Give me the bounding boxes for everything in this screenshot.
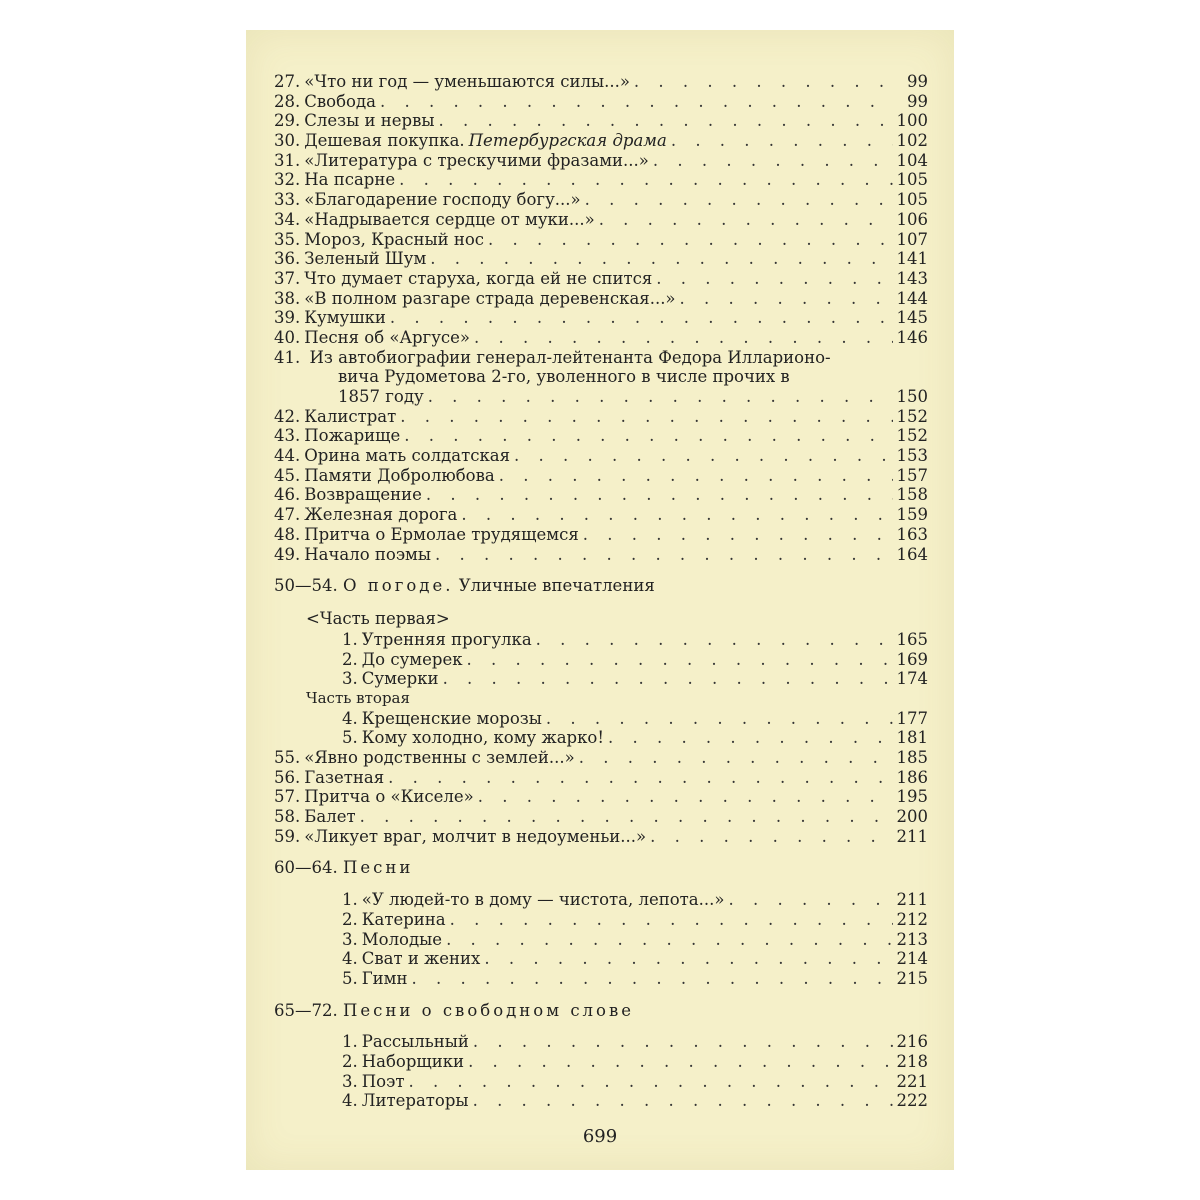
entry-title: Дешевая покупка. — [304, 131, 465, 151]
entry-number: 33. — [274, 190, 301, 210]
leader-dots — [412, 969, 893, 989]
entry-page: 99 — [907, 91, 928, 111]
entry-title: Рассыльный — [361, 1032, 469, 1052]
entry-page: 105 — [896, 170, 928, 190]
entry-number: 3. — [342, 1071, 358, 1091]
toc-entry — [274, 249, 928, 269]
table-of-contents — [274, 72, 928, 1111]
toc-entry — [274, 890, 928, 910]
entry-title: Пожарище — [304, 426, 401, 446]
toc-entry — [274, 190, 928, 210]
leader-dots — [435, 545, 892, 565]
entry-title: Кумушки — [304, 308, 386, 328]
entry-number: 2. — [342, 649, 358, 669]
entry-title: «У людей-то в дому — чистота, лепота...» — [361, 890, 725, 910]
entry-title-italic: Петербургская драма — [468, 131, 667, 151]
entry-number: 45. — [274, 465, 301, 485]
entry-number: 28. — [274, 91, 301, 111]
entry-number: 41. — [274, 347, 301, 367]
section-number: 60—64. — [274, 858, 338, 878]
leader-dots — [446, 930, 892, 950]
entry-page: 164 — [896, 544, 928, 564]
entry-page: 181 — [896, 728, 928, 748]
toc-entry — [274, 630, 928, 650]
entry-page: 158 — [896, 485, 928, 505]
section-65-items — [274, 1032, 928, 1111]
entry-page: 177 — [896, 708, 928, 728]
entry-page: 165 — [896, 629, 928, 649]
entry-number: 38. — [274, 288, 301, 308]
toc-group-c — [274, 748, 928, 846]
part1-items — [274, 630, 928, 689]
entry-title: Крещенские морозы — [361, 708, 542, 728]
entry-number: 37. — [274, 268, 301, 288]
entry-number: 42. — [274, 406, 301, 426]
entry-page: 216 — [896, 1032, 928, 1052]
toc-entry — [274, 1091, 928, 1111]
leader-dots — [579, 748, 893, 768]
entry-page: 212 — [896, 909, 928, 929]
leader-dots — [461, 505, 892, 525]
section-title: О погоде. — [343, 576, 454, 596]
entry-title: «Благодарение господу богу...» — [304, 190, 581, 210]
section-title: Песни — [343, 858, 414, 878]
entry-page: 213 — [896, 929, 928, 949]
entry-title: Молодые — [361, 929, 443, 949]
part-heading-2: Часть вторая — [306, 688, 410, 707]
toc-entry — [274, 949, 928, 969]
entry-number: 4. — [342, 1091, 358, 1111]
entry-number: 2. — [342, 909, 358, 929]
entry-page: 153 — [896, 446, 928, 466]
entry-number: 3. — [342, 669, 358, 689]
toc-entry — [274, 485, 928, 505]
entry-title: Утренняя прогулка — [361, 629, 532, 649]
entry-page: 150 — [896, 387, 928, 406]
entry-title: Что думает старуха, когда ей не спится — [304, 268, 653, 288]
toc-entry — [274, 709, 928, 729]
entry-number: 4. — [342, 708, 358, 728]
toc-entry — [274, 111, 928, 131]
entry-number: 39. — [274, 308, 301, 328]
section-number: 50—54. — [274, 576, 338, 596]
leader-dots — [399, 170, 892, 190]
entry-number: 27. — [274, 72, 301, 91]
entry-number: 43. — [274, 426, 301, 446]
toc-entry — [274, 131, 928, 151]
entry-title: Сумерки — [361, 669, 439, 689]
section-heading-65 — [274, 1001, 928, 1021]
leader-dots — [404, 426, 892, 446]
entry-title: Зеленый Шум — [304, 249, 427, 269]
section-60-items — [274, 890, 928, 988]
toc-entry — [274, 969, 928, 989]
entry-title: Калистрат — [304, 406, 397, 426]
toc-entry — [274, 426, 928, 446]
leader-dots — [430, 249, 892, 269]
entry-page: 211 — [896, 890, 928, 910]
leader-dots — [599, 210, 893, 230]
entry-title: «Явно родственны с землей...» — [304, 748, 575, 767]
toc-entry — [274, 748, 928, 768]
entry-title: Кому холодно, кому жарко! — [361, 728, 604, 748]
entry-title-line: вича Рудометова 2-го, уволенного в числе прочих в — [338, 367, 790, 387]
toc-group-b — [274, 407, 928, 565]
toc-entry — [274, 72, 928, 92]
toc-entry — [274, 827, 928, 847]
entry-title: Свобода — [304, 91, 376, 111]
entry-page: 222 — [896, 1091, 928, 1111]
entry-number: 47. — [274, 505, 301, 525]
toc-entry — [274, 669, 928, 689]
leader-dots — [585, 190, 893, 210]
entry-number: 34. — [274, 209, 301, 229]
entry-page: 221 — [896, 1071, 928, 1091]
entry-page: 185 — [896, 748, 928, 767]
toc-entry — [274, 1052, 928, 1072]
entry-number: 3. — [342, 929, 358, 949]
leader-dots — [400, 407, 892, 427]
toc-entry — [274, 650, 928, 670]
entry-page: 100 — [896, 111, 928, 131]
entry-number: 29. — [274, 111, 301, 131]
leader-dots — [439, 111, 893, 131]
toc-entry — [274, 308, 928, 328]
toc-entry-41 — [274, 348, 928, 407]
leader-dots — [656, 269, 892, 289]
leader-dots — [443, 669, 893, 689]
toc-entry — [274, 407, 928, 427]
leader-dots — [536, 630, 893, 650]
entry-page: 218 — [896, 1051, 928, 1071]
toc-entry — [274, 910, 928, 930]
toc-entry — [274, 170, 928, 190]
entry-page: 141 — [896, 249, 928, 269]
toc-entry — [274, 930, 928, 950]
entry-number: 59. — [274, 826, 301, 846]
entry-title: Катерина — [361, 909, 446, 929]
entry-number: 1. — [342, 629, 358, 649]
leader-dots — [634, 72, 894, 92]
leader-dots — [488, 230, 892, 250]
toc-entry — [274, 328, 928, 348]
entry-title: Наборщики — [361, 1051, 465, 1071]
leader-dots — [450, 910, 893, 930]
toc-entry — [274, 728, 928, 748]
entry-page: 152 — [896, 406, 928, 426]
toc-entry — [274, 787, 928, 807]
leader-dots — [680, 289, 893, 309]
entry-title: Гимн — [361, 968, 408, 988]
section-title: Песни о свободном слове — [343, 1000, 635, 1020]
entry-title: Притча о «Киселе» — [304, 787, 474, 807]
entry-title: Песня об «Аргусе» — [304, 327, 471, 347]
leader-dots — [467, 650, 893, 670]
section-heading-60 — [274, 858, 928, 878]
entry-page: 211 — [896, 826, 928, 846]
entry-title: Притча о Ермолае трудящемся — [304, 524, 579, 544]
leader-dots — [380, 92, 894, 112]
entry-title-line: Из автобиографии генерал-лейтенанта Федора Илларионо- — [309, 347, 831, 367]
entry-number: 2. — [342, 1051, 358, 1071]
leader-dots — [514, 446, 892, 466]
entry-page: 152 — [896, 426, 928, 446]
leader-dots — [473, 1091, 893, 1111]
entry-title: «Надрывается сердце от муки...» — [304, 209, 595, 229]
entry-title: Начало поэмы — [304, 544, 432, 564]
entry-number: 35. — [274, 229, 301, 249]
entry-page: 143 — [896, 268, 928, 288]
entry-page: 104 — [896, 150, 928, 170]
entry-number: 56. — [274, 767, 301, 787]
entry-title: Железная дорога — [304, 505, 458, 525]
leader-dots — [360, 807, 893, 827]
entry-number: 32. — [274, 170, 301, 190]
section-number: 65—72. — [274, 1000, 338, 1020]
entry-page: 146 — [896, 327, 928, 347]
leader-dots — [428, 387, 893, 407]
leader-dots — [408, 1072, 892, 1092]
entry-title-line: 1857 году — [338, 387, 424, 406]
toc-entry — [274, 768, 928, 788]
section-subtitle: Уличные впечатления — [458, 576, 655, 596]
entry-number: 1. — [342, 890, 358, 910]
entry-title: Поэт — [361, 1071, 405, 1091]
entry-title: На псарне — [304, 170, 396, 190]
entry-number: 4. — [342, 949, 358, 969]
entry-page: 105 — [896, 190, 928, 210]
entry-page: 174 — [896, 669, 928, 689]
leader-dots — [390, 308, 893, 328]
leader-dots — [608, 728, 893, 748]
entry-number: 46. — [274, 485, 301, 505]
leader-dots — [484, 949, 892, 969]
entry-page: 157 — [896, 465, 928, 485]
entry-number: 31. — [274, 150, 301, 170]
toc-entry — [274, 466, 928, 486]
entry-number: 5. — [342, 728, 358, 748]
toc-entry — [274, 505, 928, 525]
entry-page: 186 — [896, 767, 928, 787]
entry-title: Газетная — [304, 767, 385, 787]
leader-dots — [388, 768, 892, 788]
leader-dots — [653, 151, 893, 171]
entry-title: Сват и жених — [361, 949, 481, 969]
entry-title: «Литература с трескучими фразами...» — [304, 150, 649, 170]
toc-entry — [274, 289, 928, 309]
entry-page: 106 — [896, 209, 928, 229]
toc-entry — [274, 545, 928, 565]
leader-dots — [546, 709, 893, 729]
entry-page: 215 — [896, 968, 928, 988]
entry-page: 144 — [896, 288, 928, 308]
toc-entry — [274, 446, 928, 466]
entry-number: 5. — [342, 968, 358, 988]
leader-dots — [426, 485, 893, 505]
leader-dots — [650, 827, 892, 847]
entry-title: Возвращение — [304, 485, 422, 505]
entry-title: «Ликует враг, молчит в недоуменьи...» — [304, 826, 647, 846]
entry-title: Памяти Добролюбова — [304, 465, 495, 485]
entry-number: 49. — [274, 544, 301, 564]
entry-number: 1. — [342, 1032, 358, 1052]
toc-entry — [274, 230, 928, 250]
entry-page: 195 — [896, 787, 928, 807]
leader-dots — [473, 1032, 893, 1052]
toc-entry — [274, 1032, 928, 1052]
entry-number: 30. — [274, 131, 301, 151]
leader-dots — [499, 466, 893, 486]
leader-dots — [474, 328, 892, 348]
entry-page: 200 — [896, 807, 928, 827]
entry-page: 102 — [896, 131, 928, 151]
entry-title: Орина мать солдатская — [304, 446, 511, 466]
book-page — [246, 30, 954, 1170]
entry-title: Мороз, Красный нос — [304, 229, 485, 249]
toc-entry — [274, 210, 928, 230]
entry-number: 55. — [274, 748, 301, 767]
entry-number: 36. — [274, 249, 301, 269]
entry-page: 159 — [896, 505, 928, 525]
entry-page: 145 — [896, 308, 928, 328]
entry-number: 40. — [274, 327, 301, 347]
leader-dots — [468, 1052, 892, 1072]
entry-title: До сумерек — [361, 649, 463, 669]
entry-number: 44. — [274, 446, 301, 466]
part2-items — [274, 709, 928, 748]
toc-entry — [274, 269, 928, 289]
entry-title: Слезы и нервы — [304, 111, 435, 131]
toc-entry — [274, 1072, 928, 1092]
entry-number: 48. — [274, 524, 301, 544]
entry-page: 99 — [907, 72, 928, 91]
entry-title: Литераторы — [361, 1091, 469, 1111]
leader-dots — [478, 787, 893, 807]
entry-page: 169 — [896, 649, 928, 669]
toc-group-a — [274, 72, 928, 348]
leader-dots — [583, 525, 893, 545]
entry-number: 57. — [274, 787, 301, 807]
entry-page: 107 — [896, 229, 928, 249]
leader-dots — [671, 131, 893, 151]
toc-entry — [274, 151, 928, 171]
toc-entry — [274, 807, 928, 827]
leader-dots — [728, 890, 892, 910]
part-heading-1: <Часть первая> — [306, 608, 450, 628]
entry-page: 163 — [896, 524, 928, 544]
toc-entry — [274, 92, 928, 112]
page-number: 699 — [582, 1126, 618, 1147]
entry-number: 58. — [274, 807, 301, 827]
entry-title: Балет — [304, 807, 356, 827]
entry-title: «Что ни год — уменьшаются силы...» — [304, 72, 630, 91]
section-heading-50 — [274, 576, 928, 596]
toc-entry — [274, 525, 928, 545]
entry-title: «В полном разгаре страда деревенская...» — [304, 288, 676, 308]
entry-page: 214 — [896, 949, 928, 969]
